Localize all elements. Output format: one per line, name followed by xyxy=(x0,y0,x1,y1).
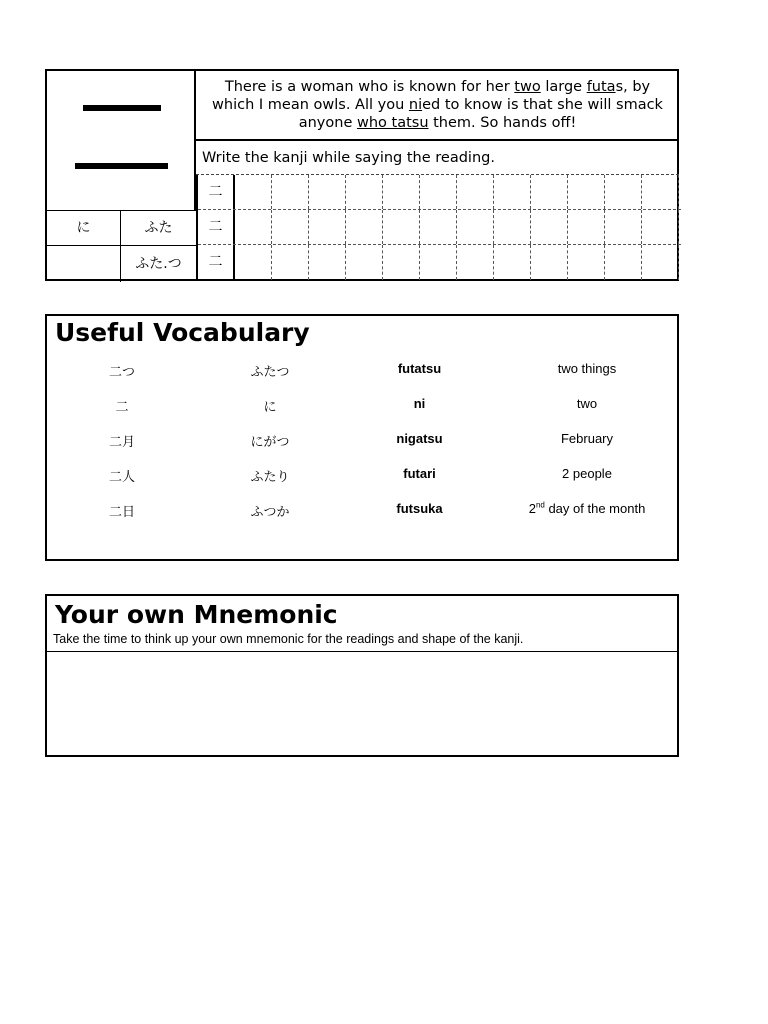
kanji-glyph xyxy=(47,71,196,210)
practice-box[interactable] xyxy=(457,210,494,244)
practice-box[interactable] xyxy=(420,245,457,280)
practice-box[interactable] xyxy=(494,175,531,209)
vocab-romaji: futatsu xyxy=(397,361,442,376)
practice-box[interactable] xyxy=(457,245,494,280)
vocab-kanji: 二日 xyxy=(108,504,135,519)
vocab-kana: にがつ xyxy=(250,434,290,449)
practice-box[interactable] xyxy=(383,210,420,244)
practice-box[interactable] xyxy=(346,245,383,280)
practice-box[interactable] xyxy=(605,175,642,209)
kanji-stroke-top xyxy=(83,105,161,111)
practice-box[interactable] xyxy=(642,175,679,209)
vocab-romaji: futsuka xyxy=(396,501,443,516)
practice-box[interactable] xyxy=(309,175,346,209)
kun-reading-2: ふた.つ xyxy=(135,256,182,272)
vocab-kana: ふたり xyxy=(250,469,290,484)
practice-box[interactable] xyxy=(346,210,383,244)
practice-box[interactable] xyxy=(531,210,568,244)
practice-box[interactable] xyxy=(642,210,679,244)
practice-box[interactable] xyxy=(272,245,309,280)
practice-example-char: 二 xyxy=(198,210,235,244)
mnemonic-keyword: who tatsu xyxy=(356,115,429,131)
vocab-kana: に xyxy=(263,399,277,414)
write-instruction: Write the kanji while saying the reading. xyxy=(196,141,679,175)
practice-box[interactable] xyxy=(383,245,420,280)
vocab-meaning-number: 2 xyxy=(528,501,536,516)
mnemonic-text-segment: s, by which I mean owls. All you xyxy=(212,79,651,113)
practice-box[interactable] xyxy=(420,175,457,209)
vocabulary-row xyxy=(47,361,677,381)
practice-box[interactable] xyxy=(383,175,420,209)
readings-table xyxy=(47,210,196,281)
mnemonic-keyword: futa xyxy=(586,79,616,95)
practice-box[interactable] xyxy=(494,245,531,280)
vocab-meaning: 2 people xyxy=(562,466,612,481)
on-reading: に xyxy=(47,211,121,246)
vocabulary-row xyxy=(47,466,677,486)
vocabulary-row xyxy=(47,431,677,451)
vocab-meaning xyxy=(492,501,682,516)
vocab-meaning: two things xyxy=(557,361,617,376)
kun-reading-1: ふた xyxy=(121,211,196,246)
practice-grid[interactable] xyxy=(196,175,679,281)
vocab-kanji: 二つ xyxy=(108,364,135,379)
practice-box[interactable] xyxy=(272,210,309,244)
own-mnemonic-instruction: Take the time to think up your own mnemonic for the readings and shape of the kanji. xyxy=(53,632,524,646)
practice-box[interactable] xyxy=(309,245,346,280)
practice-box[interactable] xyxy=(346,175,383,209)
kanji-stroke-bottom xyxy=(75,163,168,169)
practice-box[interactable] xyxy=(568,175,605,209)
practice-row xyxy=(198,175,681,210)
practice-box[interactable] xyxy=(494,210,531,244)
vocab-kanji: 二人 xyxy=(108,469,135,484)
practice-box[interactable] xyxy=(235,175,272,209)
vocabulary-row xyxy=(47,501,677,521)
vocab-romaji: ni xyxy=(413,396,426,411)
practice-box[interactable] xyxy=(309,210,346,244)
vocab-meaning: two xyxy=(576,396,598,411)
kanji-practice-panel xyxy=(45,69,679,281)
own-mnemonic-writing-area[interactable] xyxy=(47,652,677,755)
vocab-kana: ふつか xyxy=(250,504,290,519)
practice-box[interactable] xyxy=(531,245,568,280)
vocab-romaji: futari xyxy=(403,466,436,481)
empty-reading-cell xyxy=(47,246,121,282)
mnemonic-text-segment: ed to know is that she will smack anyone xyxy=(298,97,663,131)
practice-box[interactable] xyxy=(568,245,605,280)
practice-box[interactable] xyxy=(420,210,457,244)
mnemonic-keyword: ni xyxy=(408,97,423,113)
practice-example-char: 二 xyxy=(198,245,235,280)
vocab-meaning-rest: day of the month xyxy=(544,501,646,516)
practice-box[interactable] xyxy=(272,175,309,209)
vocab-kanji: 二 xyxy=(115,399,129,414)
vocabulary-row xyxy=(47,396,677,416)
vocab-romaji: nigatsu xyxy=(396,431,443,446)
practice-box[interactable] xyxy=(605,210,642,244)
vocab-kanji: 二月 xyxy=(108,434,135,449)
vocabulary-title: Useful Vocabulary xyxy=(55,318,310,347)
practice-example-char: 二 xyxy=(198,175,235,209)
mnemonic-text-segment: them. So hands off! xyxy=(428,115,577,131)
mnemonic-text-segment: There is a woman who is known for her xyxy=(224,79,515,95)
vocabulary-panel xyxy=(45,314,679,561)
own-mnemonic-panel xyxy=(45,594,679,757)
practice-box[interactable] xyxy=(642,245,679,280)
practice-box[interactable] xyxy=(235,245,272,280)
vocab-meaning: February xyxy=(560,431,614,446)
practice-box[interactable] xyxy=(568,210,605,244)
practice-box[interactable] xyxy=(531,175,568,209)
vocab-meaning-ordinal: nd xyxy=(535,500,545,510)
own-mnemonic-title: Your own Mnemonic xyxy=(55,600,338,629)
mnemonic-keyword: two xyxy=(514,79,541,95)
vocab-kana: ふたつ xyxy=(250,364,290,379)
practice-box[interactable] xyxy=(235,210,272,244)
practice-row xyxy=(198,245,681,280)
practice-row xyxy=(198,210,681,245)
mnemonic-text-segment: large xyxy=(540,79,587,95)
practice-box[interactable] xyxy=(457,175,494,209)
practice-box[interactable] xyxy=(605,245,642,280)
mnemonic-story xyxy=(196,71,679,141)
